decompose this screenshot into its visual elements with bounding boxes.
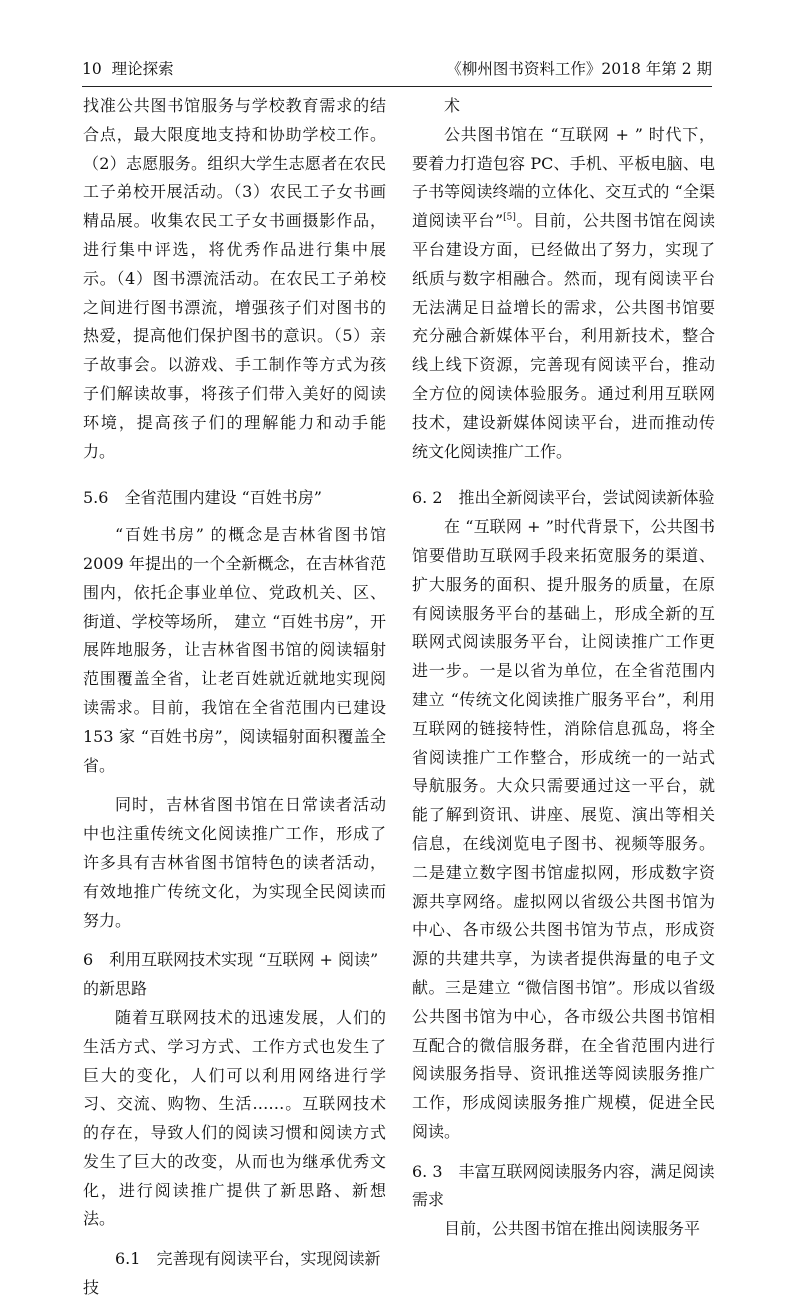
right-column — [412, 92, 715, 1244]
section-heading-5-6: 5.6 全省范围内建设 “百姓书房” — [83, 488, 322, 508]
section-heading-6-2: 6. 2 推出全新阅读平台，尝试阅读新体验 — [412, 488, 715, 508]
section-name: 理论探索 — [111, 60, 174, 78]
paragraph: 目前，公共图书馆在推出阅读服务平 — [444, 1219, 701, 1239]
journal-title: 《柳州图书资料工作》2018 年第 2 期 — [446, 60, 712, 78]
paragraph: 随着互联网技术的迅速发展，人们的生活方式、学习方式、工作方式也发生了巨大的变化，人们可以利用网络进行学习、交流、购物、生活……。互联网技术的存在，导致人们的阅读习惯和阅读方式发生了巨大的改变，从而也为继承优秀文化，进行阅读推广提供了新思路、新想法。 — [83, 1007, 386, 1229]
citation-reference: [5] — [503, 212, 516, 223]
section-heading-6: 6 利用互联网技术实现 “互联网 + 阅读” 的新思路 — [83, 950, 379, 999]
section-heading-6-3: 6. 3 丰富互联网阅读服务内容，满足阅读需求 — [412, 1161, 715, 1210]
paragraph-text: 公共图书馆在 “互联网 + ” 时代下，要着力打造包容 PC、手机、平板电脑、电子书等阅读终端的立体化、交互式的 “全渠道阅读平台” — [412, 124, 715, 231]
paragraph: 在 “互联网 + ”时代背景下，公共图书馆要借助互联网手段来拓宽服务的渠道、扩大服务的面积、提升服务的质量，在原有阅读服务平台的基础上，形成全新的互联网式阅读服务平台，让阅读推广工作更进一步。一是以省为单位，在全省范围内建立 “传统文化阅读推广服务平台”，利用互联网的链接特性，消除信息孤岛，将全省阅读推广工作整合，形成统一的一站式导航服务。大众只需要通过这一平台，就能了解到资讯、讲座、展览、演出等相关信息，在线浏览电子图书、视频等服务。二是建立数字图书馆虚拟网，形成数字资源共享网络。虚拟网以省级公共图书馆为中心、各市级公共图书馆为节点，形成资源的共建共享，为读者提供海量的电子文献。三是建立 “微信图书馆”。形成以省级公共图书馆为中心，各市级公共图书馆相互配合的微信服务群，在全省范围内进行阅读服务指导、资讯推送等阅读服务推广工作，形成阅读服务推广规模，促进全民阅读。 — [412, 517, 715, 1141]
page-number: 10 — [82, 60, 102, 78]
paragraph: 同时，吉林省图书馆在日常读者活动中也注重传统文化阅读推广工作，形成了许多具有吉林省图书馆特色的读者活动，有效地推广传统文化，为实现全民阅读而努力。 — [83, 795, 386, 930]
paragraph: 找准公共图书馆服务与学校教育需求的结合点，最大限度地支持和协助学校工作。（2）志愿服务。组织大学生志愿者在农民工子弟校开展活动。（3）农民工子女书画精品展。收集农民工子女书画摄影作品，进行集中评选，将优秀作品进行集中展示。（4）图书漂流活动。在农民工子弟校之间进行图书漂流，增强孩子们对图书的热爱，提高他们保护图书的意识。（5）亲子故事会。以游戏、手工制作等方式为孩子们解读故事，将孩子们带入美好的阅读环境，提高孩子们的理解能力和动手能力。 — [83, 96, 386, 461]
running-header — [82, 52, 712, 87]
paragraph-text: 。目前，公共图书馆在阅读平台建设方面，已经做出了努力，实现了纸质与数字相融合。然而，现有阅读平台无法满足日益增长的需求，公共图书馆要充分融合新媒体平台，利用新技术，整合线上线下资源，完善现有阅读平台，推动全方位的阅读体验服务。通过利用互联网技术，建设新媒体阅读平台，进而推动传统文化阅读推广工作。 — [412, 211, 715, 461]
header-left — [82, 52, 174, 86]
section-heading-6-1-continued: 术 — [444, 96, 461, 115]
paragraph: “百姓书房” 的概念是吉林省图书馆 2009 年提出的一个全新概念，在吉林省范围内，依托企事业单位、党政机关、区、街道、学校等场所， 建立 “百姓书房”，开展阵地服务，让吉林省图书馆的阅读辐射范围覆盖全省，让老百姓就近就地实现阅读需求。目前，我馆在全省范围内已建设 153 家 “百姓书房”，阅读辐射面积覆盖全省。 — [83, 525, 386, 775]
paragraph — [412, 121, 715, 467]
left-column — [83, 92, 386, 1303]
section-heading-6-1: 6.1 完善现有阅读平台，实现阅读新技 — [83, 1249, 381, 1298]
